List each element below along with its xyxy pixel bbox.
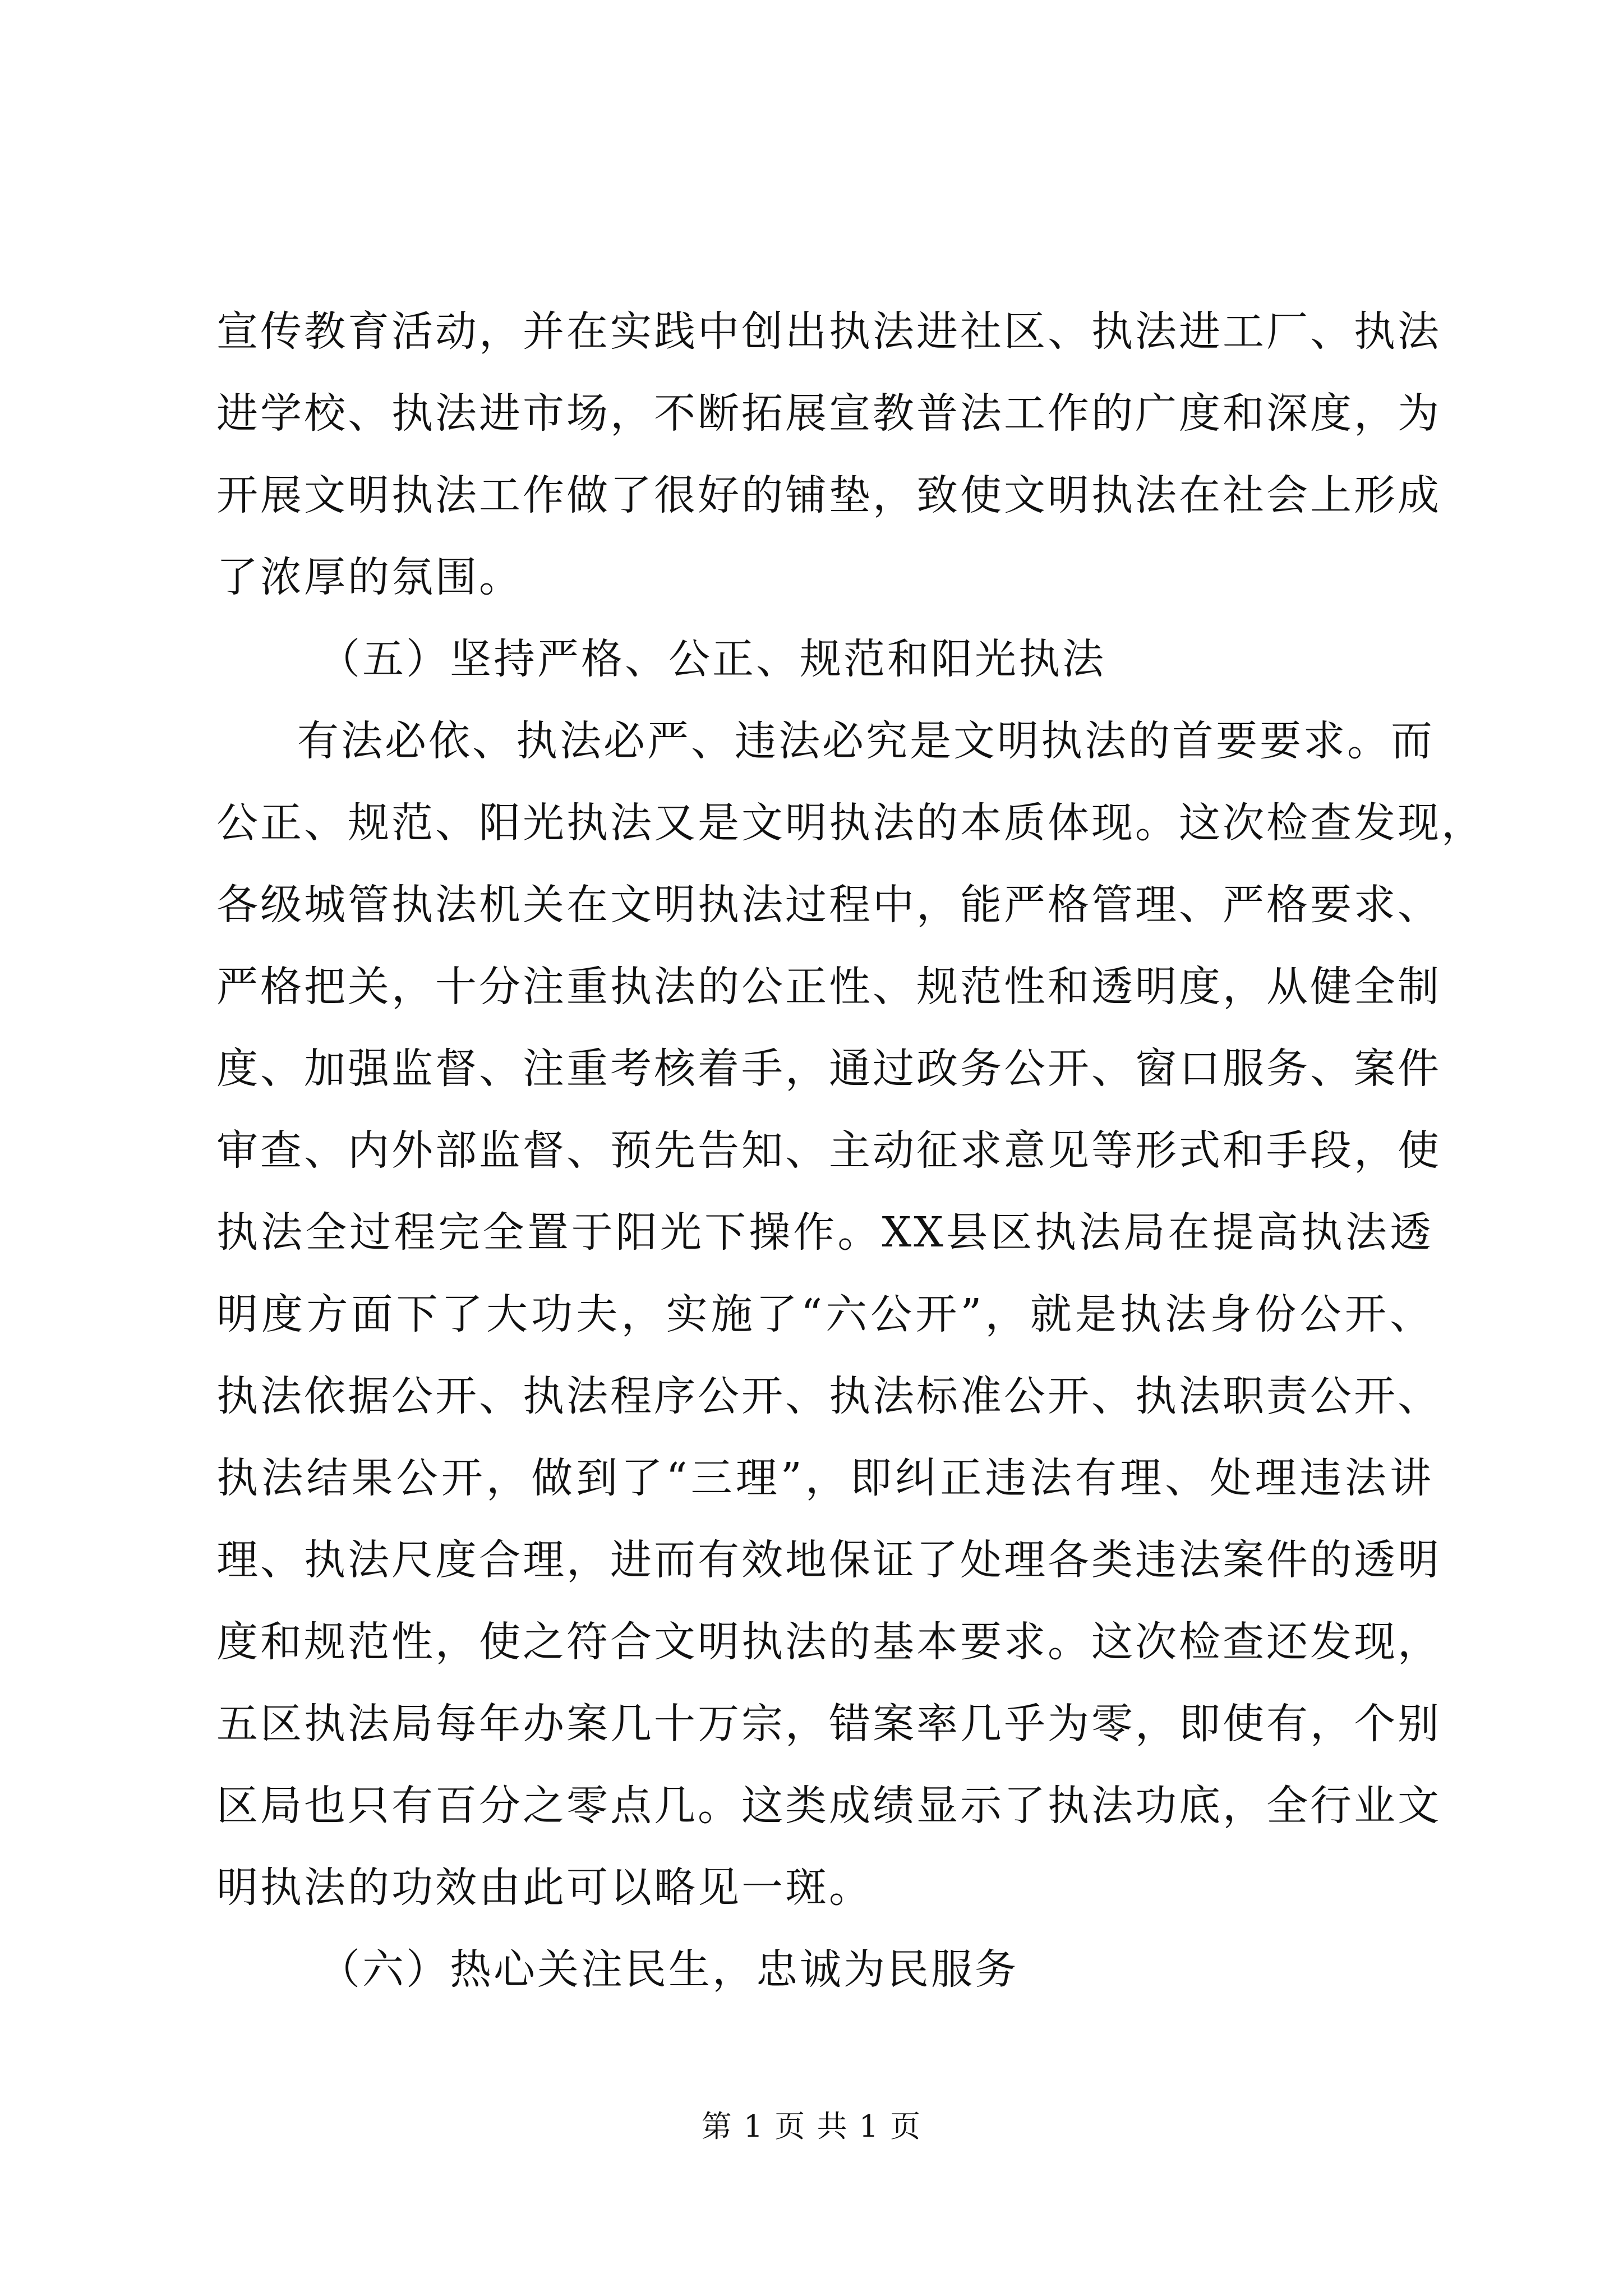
text-line: 明执法的功效由此可以略见一斑。: [216, 1864, 873, 1912]
text-line: 了浓厚的氛围。: [216, 553, 523, 601]
page-footer: 第 1 页 共 1 页: [701, 2109, 922, 2144]
text-line: 执法全过程完全置于阳光下操作。XX县区执法局在提高执法透: [216, 1208, 1433, 1257]
section-heading-five: （五）坚持严格、公正、规范和阳光执法: [319, 635, 1106, 683]
text-line: 审查、内外部监督、预先告知、主动征求意见等形式和手段，使: [216, 1126, 1441, 1175]
text-line: 度和规范性，使之符合文明执法的基本要求。这次检查还发现，: [216, 1618, 1441, 1666]
text-line: 明度方面下了大功夫，实施了“六公开”，就是执法身份公开、: [216, 1290, 1433, 1338]
text-line: 开展文明执法工作做了很好的铺垫，致使文明执法在社会上形成: [216, 471, 1441, 519]
text-line: 执法依据公开、执法程序公开、执法标准公开、执法职责公开、: [216, 1372, 1441, 1420]
text-line: 度、加强监督、注重考核着手，通过政务公开、窗口服务、案件: [216, 1045, 1441, 1093]
text-line: 严格把关，十分注重执法的公正性、规范性和透明度，从健全制: [216, 963, 1441, 1011]
paragraph-first-line: 有法必依、执法必严、违法必究是文明执法的首要要求。而: [297, 717, 1435, 765]
text-line: 宣传教育活动，并在实践中创出执法进社区、执法进工厂、执法: [216, 307, 1441, 356]
text-line: 五区执法局每年办案几十万宗，错案率几乎为零，即使有，个别: [216, 1700, 1441, 1748]
text-line: 区局也只有百分之零点几。这类成绩显示了执法功底，全行业文: [216, 1782, 1441, 1830]
section-heading-six: （六）热心关注民生，忠诚为民服务: [319, 1945, 1018, 1994]
text-line: 进学校、执法进市场，不断拓展宣教普法工作的广度和深度，为: [216, 389, 1441, 438]
text-line: 执法结果公开，做到了“三理”，即纠正违法有理、处理违法讲: [216, 1454, 1433, 1502]
body-text: [216, 291, 1485, 2010]
text-line: 理、执法尺度合理，进而有效地保证了处理各类违法案件的透明: [216, 1536, 1441, 1584]
text-line: 各级城管执法机关在文明执法过程中，能严格管理、严格要求、: [216, 881, 1441, 929]
text-line: 公正、规范、阳光执法又是文明执法的本质体现。这次检查发现，: [216, 799, 1485, 847]
